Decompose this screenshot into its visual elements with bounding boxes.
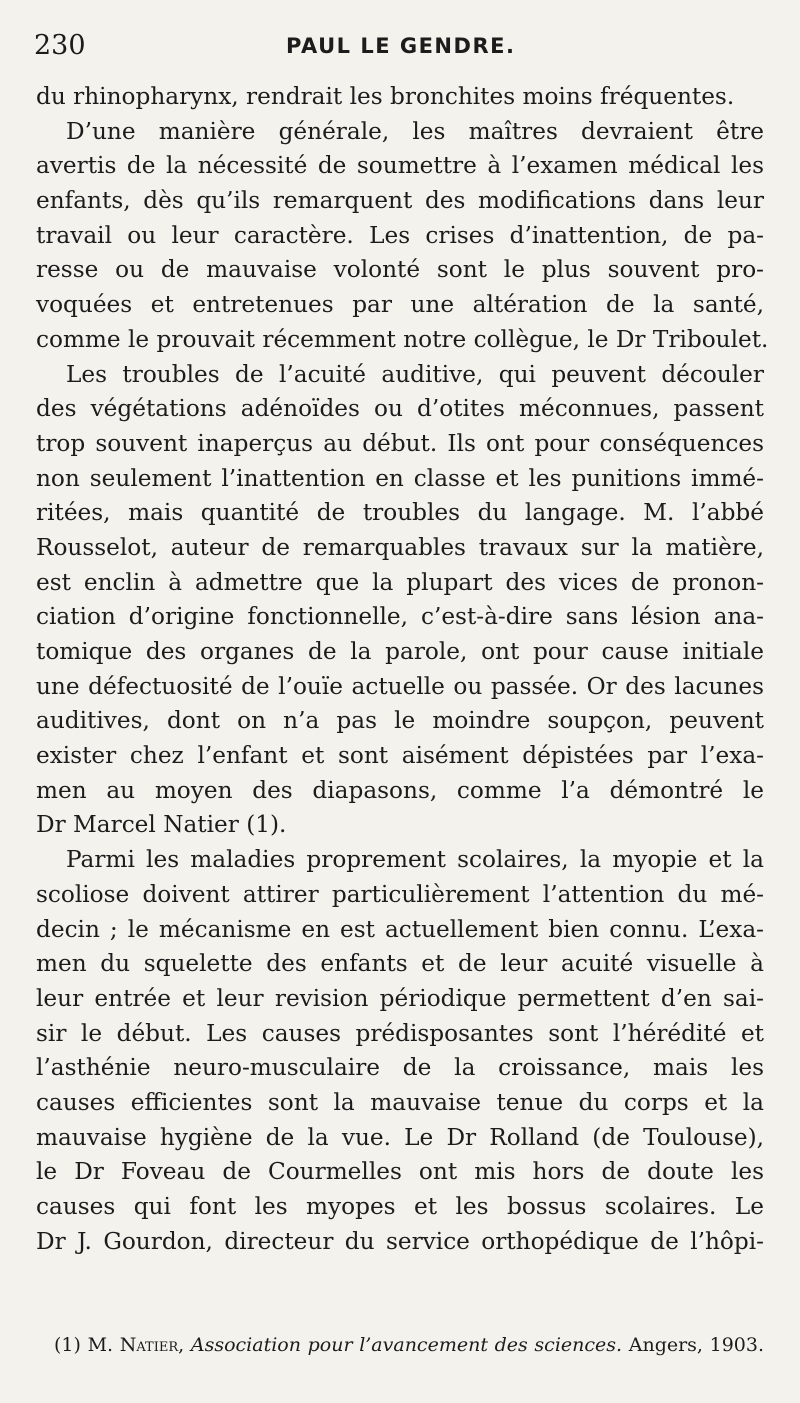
text-line: est enclin à admettre que la plupart des vices de pronon- [36,568,764,596]
text-line: Dr Marcel Natier (1). [36,811,287,839]
page-header [34,30,764,70]
text-line: scoliose doivent attirer particulièrement l’attention du mé- [36,880,764,908]
body-text [36,80,769,1259]
text-line: exister chez l’enfant et sont aisément dépistées par l’exa- [36,742,764,770]
text-line: Les troubles de l’acuité auditive, qui peuvent découler [66,360,764,388]
page-number: 230 [34,30,86,61]
footnote-place: Angers, 1903. [628,1334,765,1356]
text-line: Rousselot, auteur de remarquables travaux sur la matière, [36,533,764,561]
text-line: travail ou leur caractère. Les crises d’inattention, de pa- [36,221,764,249]
text-line: causes qui font les myopes et les bossus scolaires. Le [36,1193,764,1220]
text-line: le Dr Foveau de Courmelles ont mis hors de doute les [36,1158,764,1186]
text-line: Parmi les maladies proprement scolaires, la myopie et la [66,846,764,874]
text-line: ciation d’origine fonctionnelle, c’est-à-dire sans lésion ana- [36,603,764,631]
footnote-author: M. Natier, [87,1334,185,1356]
text-line: voquées et entretenues par une altération de la santé, [36,291,764,319]
footnote [54,1334,764,1356]
text-line: Dr J. Gourdon, directeur du service orthopédique de l’hôpi- [36,1227,764,1255]
text-line: sir le début. Les causes prédisposantes sont l’hérédité et [36,1019,764,1047]
text-line: D’une manière générale, les maîtres devraient être [66,117,764,145]
text-line: trop souvent inaperçus au début. Ils ont pour conséquences [36,429,764,457]
text-line: men du squelette des enfants et de leur acuité visuelle à [36,950,764,978]
text-line: enfants, dès qu’ils remarquent des modifications dans leur [36,187,764,215]
running-head: PAUL LE GENDRE. [286,34,516,58]
text-line: leur entrée et leur revision périodique permettent d’en sai- [36,984,764,1012]
text-line: auditives, dont on n’a pas le moindre soupçon, peuvent [36,707,764,735]
text-line: decin ; le mécanisme en est actuellement bien connu. L’exa- [36,915,764,943]
text-line: non seulement l’inattention en classe et les punitions immé- [36,464,764,492]
text-line: ritées, mais quantité de troubles du langage. M. l’abbé [36,499,764,527]
text-line: comme le prouvait récemment notre collègue, le Dr Triboulet. [36,325,769,353]
text-line: men au moyen des diapasons, comme l’a démontré le [36,776,764,804]
text-line: du rhinopharynx, rendrait les bronchites moins fréquentes. [36,83,735,110]
footnote-marker: (1) [54,1334,81,1356]
text-line: mauvaise hygiène de la vue. Le Dr Rolland (de Toulouse), [36,1123,764,1151]
text-line: tomique des organes de la parole, ont pour cause initiale [36,638,764,665]
text-line: avertis de la nécessité de soumettre à l’examen médical les [36,152,764,180]
footnote-title: Association pour l’avancement des sciences. [190,1334,623,1356]
text-line: une défectuosité de l’ouïe actuelle ou passée. Or des lacunes [36,672,764,700]
text-line: l’asthénie neuro-musculaire de la croissance, mais les [36,1054,764,1082]
text-line: des végétations adénoïdes ou d’otites méconnues, passent [36,395,764,423]
text-line: causes efficientes sont la mauvaise tenue du corps et la [36,1088,764,1116]
text-line: resse ou de mauvaise volonté sont le plus souvent pro- [36,256,764,284]
